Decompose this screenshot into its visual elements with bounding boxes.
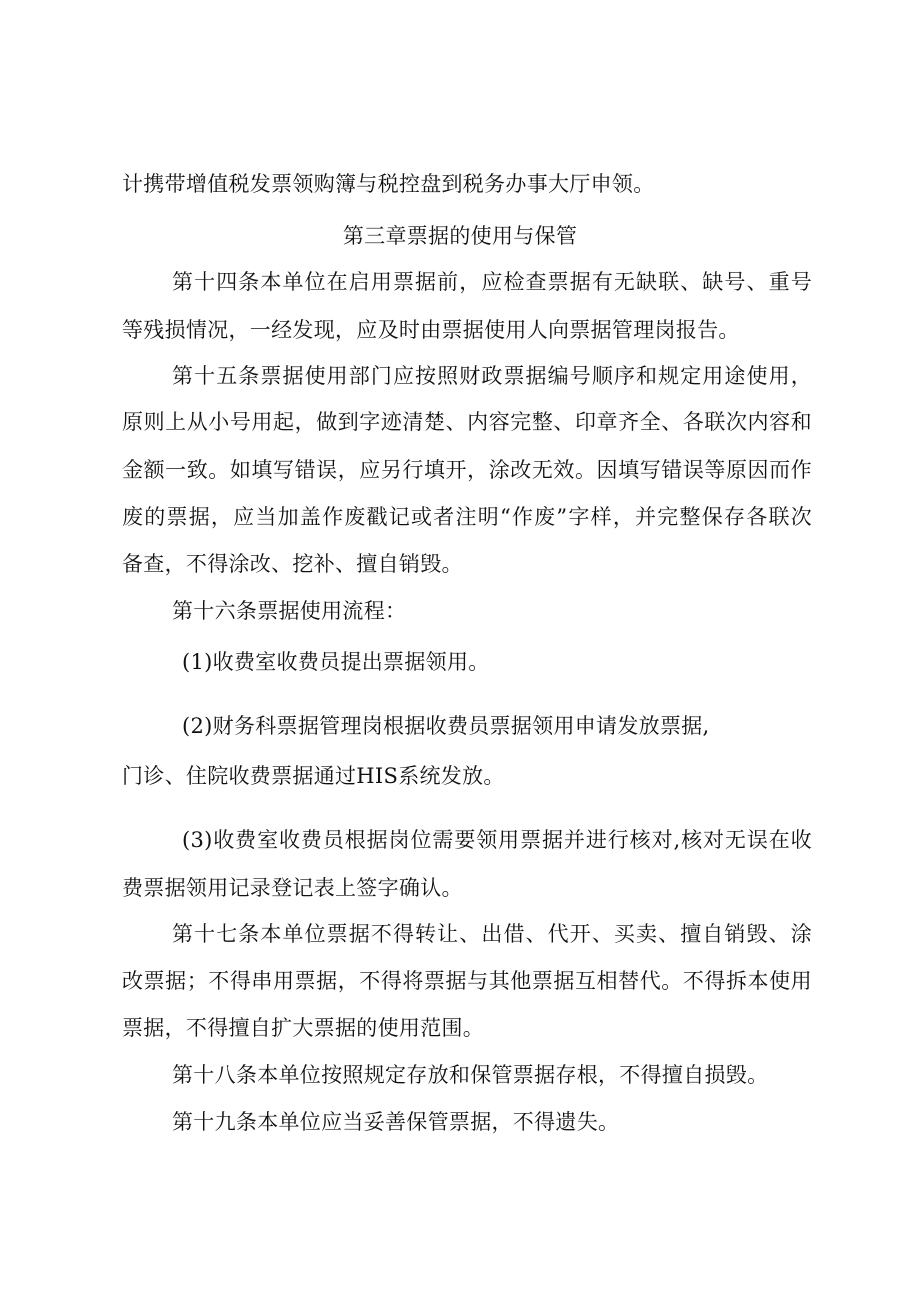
paragraph-line: 计携带增值税发票领购簿与税控盘到税务办事大厅申领。 — [122, 172, 655, 196]
paragraph-line: 第十九条本单位应当妥善保管票据，不得遗失。 — [172, 1110, 620, 1134]
paragraph-line: 第十七条本单位票据不得转让、出借、代开、买卖、擅自销毁、涂 — [172, 922, 812, 946]
paragraph-line: 第十六条票据使用流程： — [172, 599, 407, 623]
paragraph-line: 第十四条本单位在启用票据前，应检查票据有无缺联、缺号、重号 — [172, 270, 812, 294]
paragraph-line: 废的票据，应当加盖作废戳记或者注明“作废”字样，并完整保存各联次 — [122, 505, 812, 529]
paragraph-line: 票据，不得擅自扩大票据的使用范围。 — [122, 1016, 485, 1040]
paragraph-line: 备查，不得涂改、挖补、擅自销毁。 — [122, 552, 463, 576]
list-item: (2)财务科票据管理岗根据收费员票据领用申请发放票据, — [182, 714, 710, 738]
list-item: (3)收费室收费员根据岗位需要领用票据并进行核对,核对无误在收 — [182, 828, 812, 852]
paragraph-line: 金额一致。如填写错误，应另行填开，涂改无效。因填写错误等原因而作 — [122, 458, 812, 482]
paragraph-line: 原则上从小号用起，做到字迹清楚、内容完整、印章齐全、各联次内容和 — [122, 410, 812, 434]
paragraph-line: 费票据领用记录登记表上签字确认。 — [122, 876, 463, 900]
paragraph-line: 门诊、住院收费票据通过HIS系统发放。 — [122, 764, 505, 788]
paragraph-line: 第十五条票据使用部门应按照财政票据编号顺序和规定用途使用， — [172, 364, 812, 388]
paragraph-line: 改票据；不得串用票据，不得将票据与其他票据互相替代。不得拆本使用 — [122, 969, 812, 993]
list-item: (1)收费室收费员提出票据领用。 — [182, 650, 490, 674]
paragraph-line: 第十八条本单位按照规定存放和保管票据存根，不得擅自损毁。 — [172, 1063, 769, 1087]
chapter-heading: 第三章票据的使用与保管 — [342, 224, 578, 248]
paragraph-line: 等残损情况，一经发现，应及时由票据使用人向票据管理岗报告。 — [122, 318, 740, 342]
